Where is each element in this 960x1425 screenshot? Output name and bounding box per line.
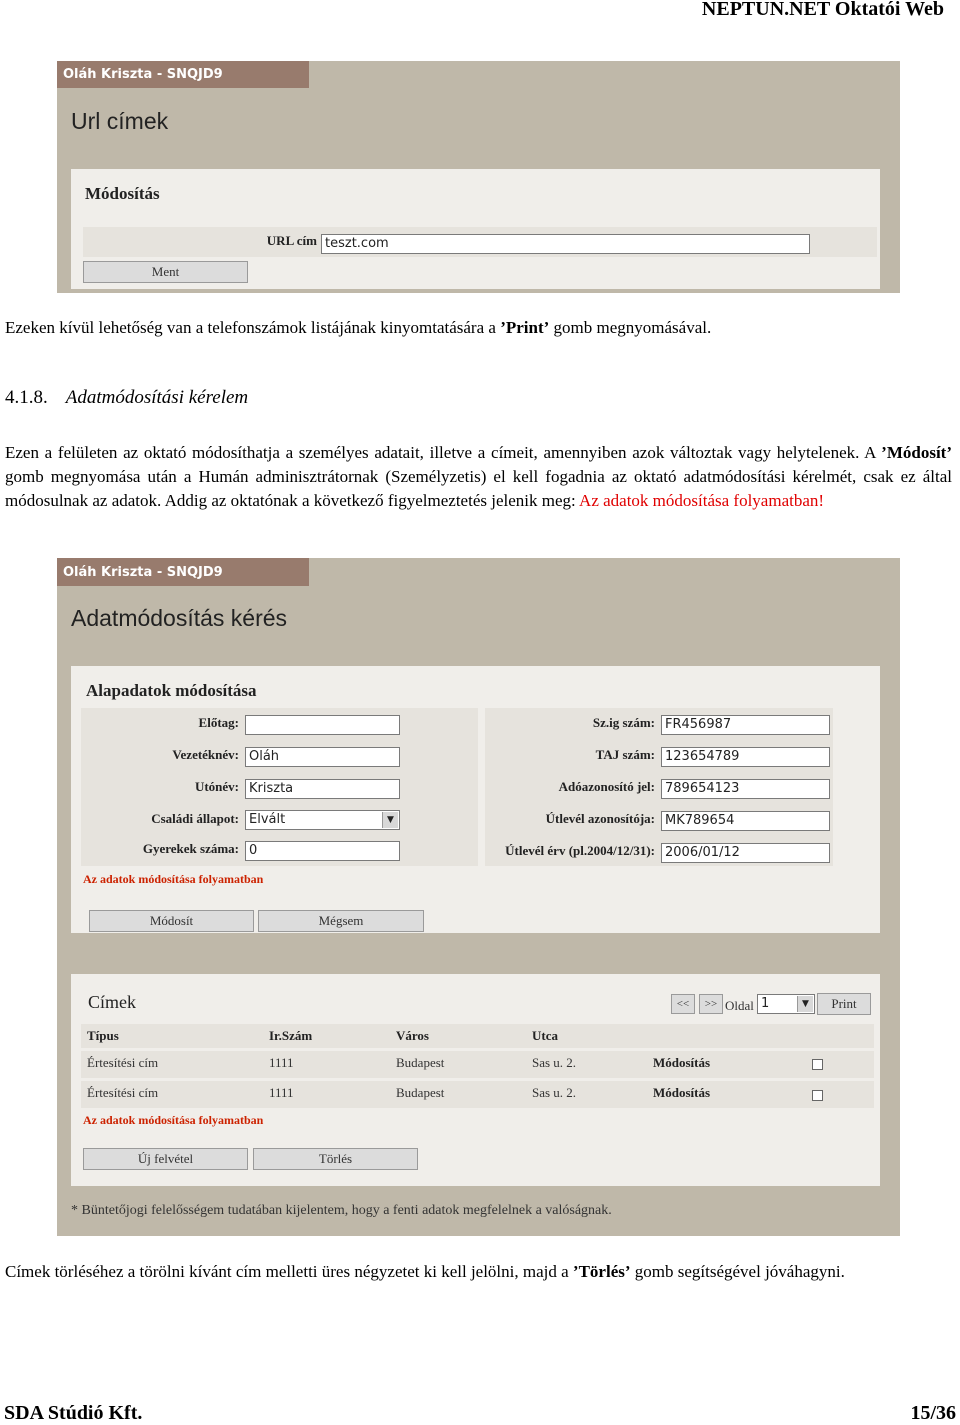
row2-zip: 1111 bbox=[269, 1085, 294, 1100]
page-title: Url címek bbox=[71, 108, 169, 134]
passport-id-label: Útlevél azonosítója: bbox=[545, 811, 655, 826]
lastname-label: Vezetéknév: bbox=[172, 747, 239, 762]
addresses-header-row bbox=[81, 1024, 874, 1048]
print-button[interactable]: Print bbox=[817, 993, 871, 1015]
page-number: 15/36 bbox=[910, 1402, 956, 1424]
save-button[interactable]: Ment bbox=[83, 261, 248, 283]
data-change-screenshot bbox=[57, 558, 900, 1236]
row1-zip: 1111 bbox=[269, 1055, 294, 1070]
paragraph-delete: Címek törléséhez a törölni kívánt cím melletti üres négyzetet ki kell jelölni, majd a ’Törlés’ gomb segítségével jóváhagyni. bbox=[5, 1262, 845, 1281]
page-select[interactable] bbox=[757, 994, 815, 1014]
paragraph-print: Ezeken kívül lehetőség van a telefonszámok listájának kinyomtatására a ’Print’ gomb megnyomásával. bbox=[5, 318, 712, 337]
cancel-button[interactable]: Mégsem bbox=[258, 910, 424, 932]
chevron-down-icon[interactable]: ▼ bbox=[382, 812, 398, 828]
taj-input[interactable]: 123654789 bbox=[661, 747, 830, 767]
section-heading bbox=[5, 387, 248, 409]
children-label: Gyerekek száma: bbox=[142, 841, 239, 856]
footer-company: SDA Stúdió Kft. bbox=[4, 1402, 143, 1424]
tax-id-input[interactable]: 789654123 bbox=[661, 779, 830, 799]
marital-status-value: Elvált bbox=[249, 812, 286, 827]
children-input[interactable]: 0 bbox=[245, 841, 400, 861]
page-label: Oldal bbox=[725, 998, 754, 1013]
row2-checkbox[interactable] bbox=[812, 1090, 823, 1101]
url-screenshot bbox=[57, 61, 900, 293]
table-row bbox=[81, 1081, 874, 1108]
col-street: Utca bbox=[532, 1028, 558, 1043]
col-type: Típus bbox=[87, 1028, 119, 1043]
row2-modify-link[interactable]: Módosítás bbox=[653, 1085, 711, 1100]
prefix-label: Előtag: bbox=[198, 715, 239, 730]
row2-street: Sas u. 2. bbox=[532, 1085, 577, 1100]
firstname-input[interactable]: Kriszta bbox=[245, 779, 400, 799]
paragraph-description: Ezen a felületen az oktató módosíthatja a személyes adatait, illetve a címeit, amennyiben azok változtak vagy helytelenek. A ’Módosít’ gomb megnyomása után a Humán adminisztrátornak (Személyzetis) el kell fogadnia az oktató adatmódosítási kérelmét, csak ez által módosulnak az adatok. Addig az oktatónak a következő figyelmeztetés jelenik meg: Az adatok módosítása folyamatban! bbox=[5, 443, 952, 510]
col-zip: Ir.Szám bbox=[269, 1028, 313, 1043]
passport-expiry-label: Útlevél érv (pl.2004/12/31): bbox=[505, 843, 655, 858]
url-label: URL cím bbox=[266, 233, 317, 248]
row2-type: Értesítési cím bbox=[87, 1085, 159, 1100]
table-row bbox=[81, 1051, 874, 1078]
addresses-warning: Az adatok módosítása folyamatban bbox=[83, 1113, 264, 1127]
tax-id-label: Adóazonosító jel: bbox=[558, 779, 655, 794]
chevron-down-icon[interactable]: ▼ bbox=[797, 996, 813, 1012]
next-page-button[interactable]: >> bbox=[699, 994, 723, 1014]
row1-city: Budapest bbox=[396, 1055, 445, 1070]
warning-text: Az adatok módosítása folyamatban! bbox=[579, 491, 825, 510]
passport-id-input[interactable]: MK789654 bbox=[661, 811, 830, 831]
section-title: Adatmódosítási kérelem bbox=[65, 387, 249, 408]
row1-street: Sas u. 2. bbox=[532, 1055, 577, 1070]
url-input[interactable]: teszt.com bbox=[321, 234, 810, 254]
modify-button[interactable]: Módosít bbox=[89, 910, 254, 932]
marital-status-label: Családi állapot: bbox=[151, 811, 239, 826]
modify-keyword: ’Módosít’ bbox=[881, 443, 952, 462]
print-keyword: ’Print’ bbox=[500, 318, 550, 337]
section-number: 4.1.8. bbox=[5, 387, 48, 408]
row1-checkbox[interactable] bbox=[812, 1059, 823, 1070]
row1-modify-link[interactable]: Módosítás bbox=[653, 1055, 711, 1070]
firstname-label: Utónév: bbox=[194, 779, 239, 794]
marital-status-select[interactable] bbox=[245, 810, 400, 830]
taj-label: TAJ szám: bbox=[595, 747, 655, 762]
row1-type: Értesítési cím bbox=[87, 1055, 159, 1070]
col-city: Város bbox=[396, 1028, 429, 1043]
delete-button[interactable]: Törlés bbox=[253, 1148, 418, 1170]
row2-city: Budapest bbox=[396, 1085, 445, 1100]
user-tab[interactable]: Oláh Kriszta - SNQJD9 bbox=[57, 558, 309, 586]
lastname-input[interactable]: Oláh bbox=[245, 747, 400, 767]
prev-page-button[interactable]: << bbox=[671, 994, 695, 1014]
page-value: 1 bbox=[761, 996, 770, 1011]
prefix-input[interactable] bbox=[245, 715, 400, 735]
document-header: NEPTUN.NET Oktatói Web bbox=[701, 0, 944, 20]
basic-warning: Az adatok módosítása folyamatban bbox=[83, 872, 264, 886]
id-number-label: Sz.ig szám: bbox=[592, 715, 655, 730]
addresses-title: Címek bbox=[88, 992, 136, 1012]
passport-expiry-input[interactable]: 2006/01/12 bbox=[661, 843, 830, 863]
new-record-button[interactable]: Új felvétel bbox=[83, 1148, 248, 1170]
disclaimer: * Büntetőjogi felelősségem tudatában kijelentem, hogy a fenti adatok megfelelnek a valóságnak. bbox=[71, 1203, 612, 1218]
page-title: Adatmódosítás kérés bbox=[71, 605, 288, 631]
delete-keyword: ’Törlés’ bbox=[572, 1262, 631, 1281]
user-tab[interactable]: Oláh Kriszta - SNQJD9 bbox=[57, 61, 309, 88]
id-number-input[interactable]: FR456987 bbox=[661, 715, 830, 735]
modify-panel-title: Módosítás bbox=[85, 184, 160, 203]
basic-data-title: Alapadatok módosítása bbox=[86, 681, 257, 700]
